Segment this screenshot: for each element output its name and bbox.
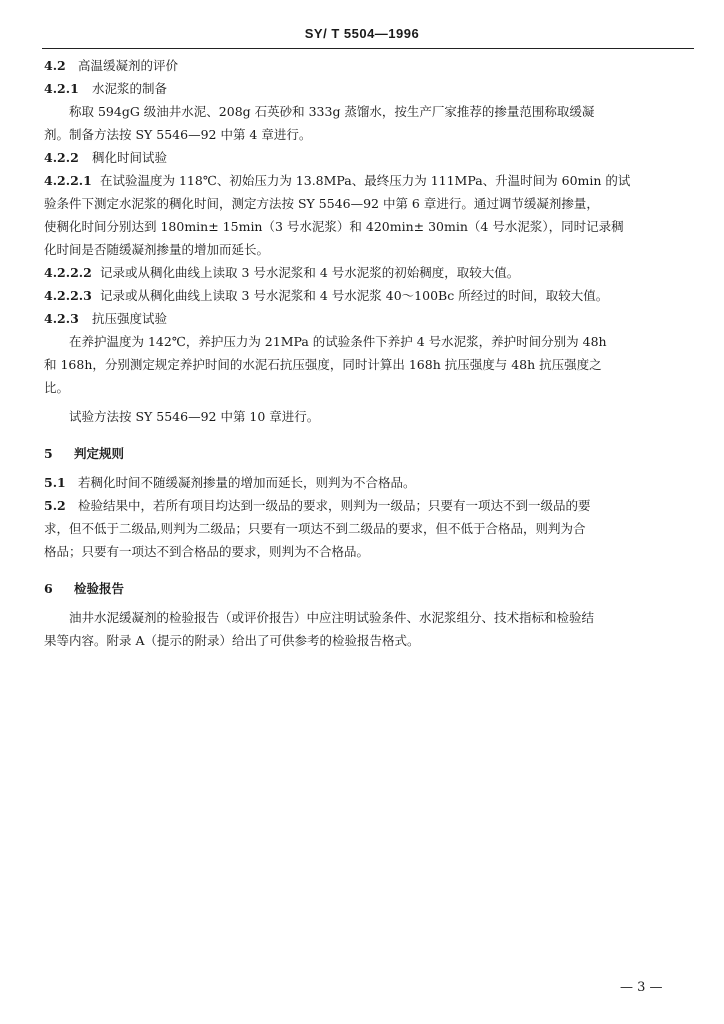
section-number: 4.2.1 bbox=[44, 81, 79, 96]
paragraph-line: 称取 594gG 级油井水泥、208g 石英砂和 333g 蒸馏水，按生产厂家推荐的掺量范围称取缓凝 bbox=[69, 104, 595, 119]
clause-4-2-2-1 bbox=[44, 169, 694, 192]
paragraph-line: 果等内容。附录 A（提示的附录）给出了可供参考的检验报告格式。 bbox=[44, 633, 420, 648]
page-header: SY/ T 5504—1996 bbox=[304, 26, 420, 41]
section-title: 检验报告 bbox=[74, 581, 125, 596]
paragraph-line: 验条件下测定水泥浆的稠化时间，测定方法按 SY 5546—92 中第 6 章进行。通过调节缓凝剂掺量， bbox=[44, 196, 599, 211]
section-title: 抗压强度试验 bbox=[92, 311, 168, 326]
section-number: 4.2.3 bbox=[44, 311, 79, 326]
heading-4-2-3 bbox=[44, 307, 694, 330]
section-title: 高温缓凝剂的评价 bbox=[78, 58, 179, 73]
clause-5-2 bbox=[44, 494, 694, 517]
section-number: 4.2 bbox=[44, 58, 66, 73]
page-number: — 3 — bbox=[620, 980, 663, 995]
paragraph-line: 化时间是否随缓凝剂掺量的增加而延长。 bbox=[44, 242, 270, 257]
section-number: 5.2 bbox=[44, 498, 66, 513]
section-number: 4.2.2.2 bbox=[44, 265, 92, 280]
heading-6 bbox=[44, 577, 694, 600]
heading-5 bbox=[44, 442, 694, 465]
heading-4-2 bbox=[44, 54, 694, 77]
heading-4-2-2 bbox=[44, 146, 694, 169]
document-body bbox=[44, 54, 694, 652]
paragraph-line: 油井水泥缓凝剂的检验报告（或评价报告）中应注明试验条件、水泥浆组分、技术指标和检验结 bbox=[69, 610, 595, 625]
clause-4-2-2-3 bbox=[44, 284, 694, 307]
paragraph-line: 在养护温度为 142℃，养护压力为 21MPa 的试验条件下养护 4 号水泥浆，养护时间分别为 48h bbox=[69, 334, 607, 349]
clause-text: 若稠化时间不随缓凝剂掺量的增加而延长，则判为不合格品。 bbox=[78, 475, 416, 490]
clause-5-1 bbox=[44, 471, 694, 494]
section-number: 6 bbox=[44, 581, 53, 596]
heading-4-2-1 bbox=[44, 77, 694, 100]
clause-text: 检验结果中，若所有项目均达到一级品的要求，则判为一级品；只要有一项达不到一级品的要 bbox=[78, 498, 591, 513]
paragraph-line: 试验方法按 SY 5546—92 中第 10 章进行。 bbox=[69, 409, 320, 424]
paragraph-line: 求，但不低于二级品,则判为二级品；只要有一项达不到二级品的要求，但不低于合格品，则判为合 bbox=[44, 521, 586, 536]
clause-text: 记录或从稠化曲线上读取 3 号水泥浆和 4 号水泥浆 40～100Bc 所经过的时间，取较大值。 bbox=[100, 288, 609, 303]
section-title: 判定规则 bbox=[74, 446, 125, 461]
paragraph-line: 格品；只要有一项达不到合格品的要求，则判为不合格品。 bbox=[44, 544, 370, 559]
spacer bbox=[44, 428, 694, 434]
section-number: 5 bbox=[44, 446, 53, 461]
section-title: 水泥浆的制备 bbox=[92, 81, 168, 96]
paragraph-line: 和 168h，分别测定规定养护时间的水泥石抗压强度，同时计算出 168h 抗压强度与 48h 抗压强度之 bbox=[44, 357, 602, 372]
paragraph-line: 比。 bbox=[44, 380, 70, 395]
paragraph-line: 剂。制备方法按 SY 5546—92 中第 4 章进行。 bbox=[44, 127, 312, 142]
section-number: 4.2.2.3 bbox=[44, 288, 92, 303]
header-rule bbox=[42, 48, 694, 49]
clause-text: 在试验温度为 118℃、初始压力为 13.8MPa、最终压力为 111MPa、升温时间为 60min 的试 bbox=[100, 173, 631, 188]
paragraph-line: 使稠化时间分别达到 180min± 15min（3 号水泥浆）和 420min± 30min（4 号水泥浆），同时记录稠 bbox=[44, 219, 624, 234]
clause-4-2-2-2 bbox=[44, 261, 694, 284]
section-number: 4.2.2.1 bbox=[44, 173, 92, 188]
section-title: 稠化时间试验 bbox=[92, 150, 168, 165]
clause-text: 记录或从稠化曲线上读取 3 号水泥浆和 4 号水泥浆的初始稠度，取较大值。 bbox=[100, 265, 520, 280]
section-number: 5.1 bbox=[44, 475, 66, 490]
section-number: 4.2.2 bbox=[44, 150, 79, 165]
spacer bbox=[44, 563, 694, 569]
